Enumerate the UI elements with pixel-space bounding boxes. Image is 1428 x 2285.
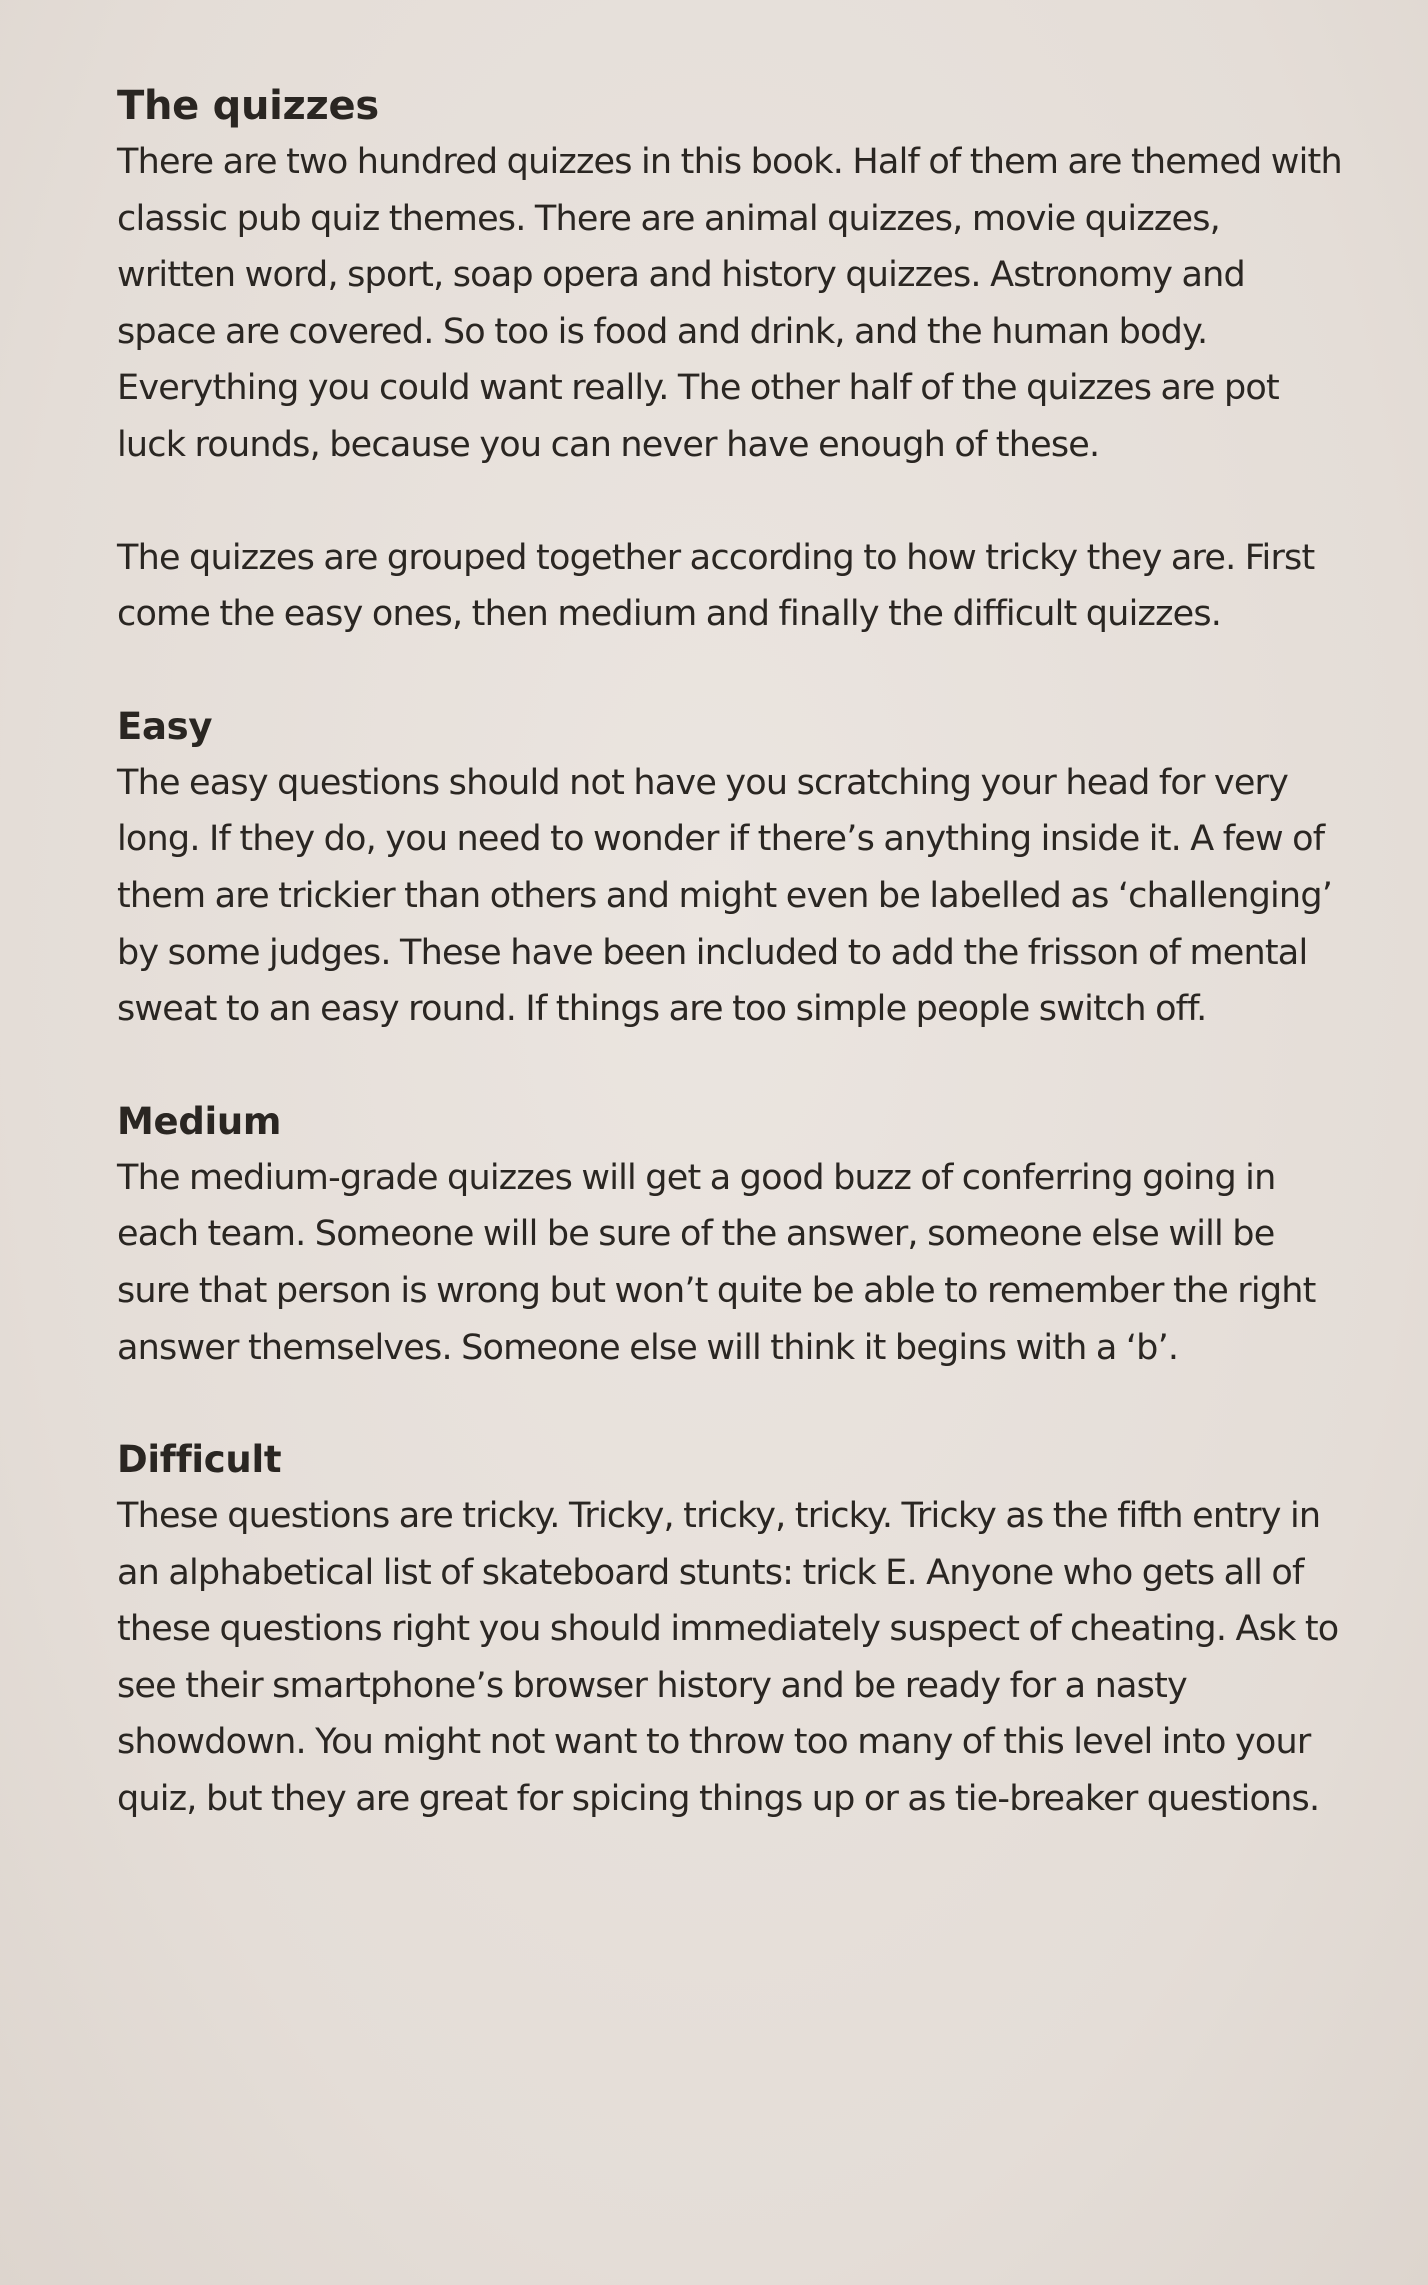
page-content — [117, 78, 1347, 1828]
section-paragraph: There are two hundred quizzes in this book. Half of them are themed with classic pub quiz themes. There are animal quizzes, movie quizzes, written word, sport, soap opera and history quizzes. Astronomy and space are covered. So too is food and drink, and the human body. Everything you could want really. The other half of the quizzes are pot luck rounds, because you can never have enough of these. — [117, 142, 1342, 465]
section-paragraph: These questions are tricky. Tricky, tricky, tricky. Tricky as the fifth entry in an alphabetical list of skateboard stunts: trick E. Anyone who gets all of these questions right you should immediately suspect of cheating. Ask to see their smartphone’s browser history and be ready for a nasty showdown. You might not want to throw too many of this level into your quiz, but they are great for spicing things up or as tie-breaker questions. — [117, 1496, 1339, 1820]
section-heading: Difficult — [117, 1438, 282, 1482]
section-medium — [117, 1094, 1347, 1376]
section-gap — [117, 1038, 1347, 1094]
paragraph-gap — [117, 474, 1347, 530]
section-the-quizzes — [117, 78, 1347, 643]
section-heading: The quizzes — [117, 83, 379, 129]
section-paragraph: The medium-grade quizzes will get a good buzz of conferring going in each team. Someone will be sure of the answer, someone else will be sure that person is wrong but won’t quite be able to remember the right answer themselves. Someone else will think it begins with a ‘b’. — [117, 1157, 1316, 1368]
section-paragraph: The easy questions should not have you scratching your head for very long. If they do, you need to wonder if there’s anything inside it. A few of them are trickier than others and might even be labelled as ‘challenging’ by some judges. These have been included to add the frisson of mental sweat to an easy round. If things are too simple people switch off. — [117, 762, 1333, 1030]
section-easy — [117, 699, 1347, 1038]
section-gap — [117, 643, 1347, 699]
section-gap — [117, 1376, 1347, 1432]
section-paragraph: The quizzes are grouped together according to how tricky they are. First come the easy ones, then medium and finally the difficult quizzes. — [117, 537, 1315, 635]
section-heading: Easy — [117, 704, 213, 748]
section-difficult — [117, 1432, 1347, 1828]
section-heading: Medium — [117, 1099, 282, 1143]
